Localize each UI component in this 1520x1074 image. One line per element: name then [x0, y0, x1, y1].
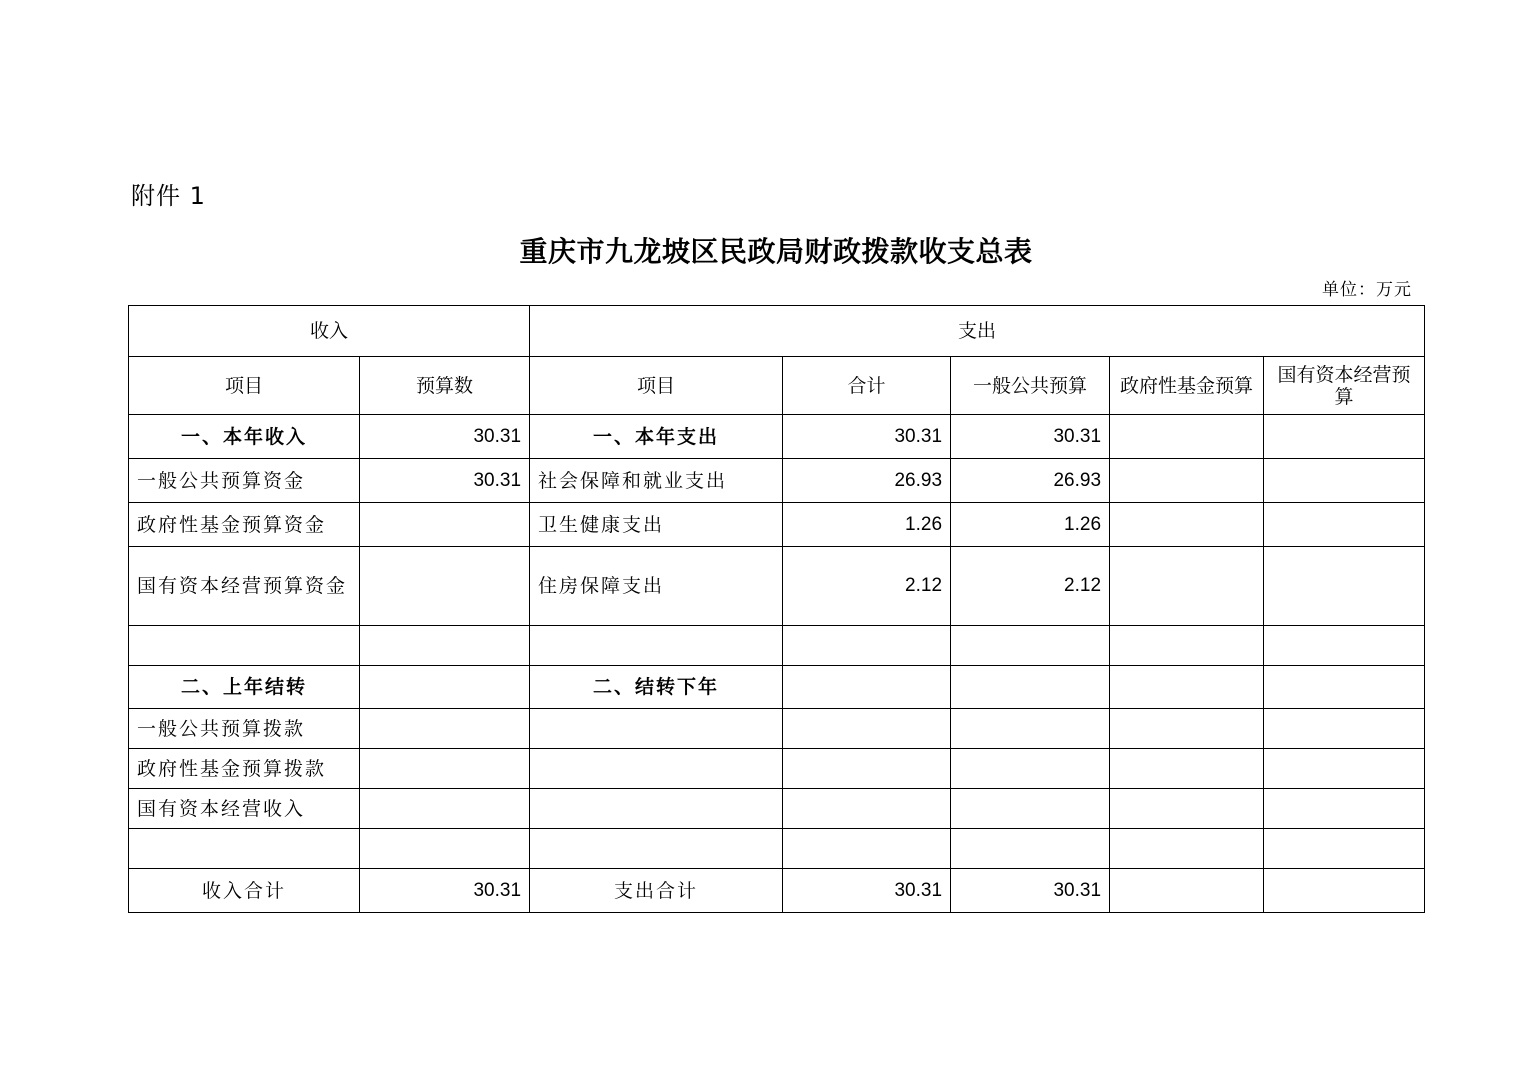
income-item-cell: 一、本年收入 — [129, 415, 360, 459]
income-item-cell: 国有资本经营收入 — [129, 789, 360, 829]
state-capital-cell — [1264, 789, 1425, 829]
total-cell — [783, 666, 951, 709]
income-budget-cell — [360, 709, 530, 749]
state-capital-cell — [1264, 666, 1425, 709]
general-budget-header: 一般公共预算 — [951, 357, 1110, 415]
income-total-label: 收入合计 — [129, 869, 360, 913]
income-total-value: 30.31 — [360, 869, 530, 913]
general-budget-cell — [951, 829, 1110, 869]
general-budget-cell — [951, 749, 1110, 789]
gov-fund-cell — [1110, 626, 1264, 666]
expense-item-cell: 住房保障支出 — [530, 547, 783, 626]
table-row — [129, 626, 1425, 666]
general-budget-cell: 30.31 — [951, 869, 1110, 913]
table-row — [129, 459, 1425, 503]
expense-item-cell: 一、本年支出 — [530, 415, 783, 459]
expense-item-cell: 卫生健康支出 — [530, 503, 783, 547]
general-budget-cell: 26.93 — [951, 459, 1110, 503]
state-capital-budget-header: 国有资本经营预算 — [1264, 357, 1425, 415]
income-item-cell: 一般公共预算资金 — [129, 459, 360, 503]
income-budget-cell — [360, 666, 530, 709]
income-item-cell — [129, 626, 360, 666]
state-capital-cell — [1264, 829, 1425, 869]
expense-total-label: 支出合计 — [530, 869, 783, 913]
general-budget-cell: 2.12 — [951, 547, 1110, 626]
general-budget-cell — [951, 666, 1110, 709]
total-cell — [783, 709, 951, 749]
attachment-label: 附件 1 — [131, 182, 206, 210]
total-cell: 1.26 — [783, 503, 951, 547]
total-cell — [783, 749, 951, 789]
table-row-total — [129, 869, 1425, 913]
state-capital-cell — [1264, 459, 1425, 503]
income-item-cell: 政府性基金预算拨款 — [129, 749, 360, 789]
total-cell: 2.12 — [783, 547, 951, 626]
header-row-sub — [129, 357, 1425, 415]
total-cell — [783, 789, 951, 829]
total-cell — [783, 829, 951, 869]
state-capital-cell — [1264, 503, 1425, 547]
total-cell: 26.93 — [783, 459, 951, 503]
gov-fund-cell — [1110, 829, 1264, 869]
state-capital-cell — [1264, 709, 1425, 749]
expense-item-cell: 社会保障和就业支出 — [530, 459, 783, 503]
gov-fund-cell — [1110, 547, 1264, 626]
state-capital-cell — [1264, 415, 1425, 459]
gov-fund-cell — [1110, 666, 1264, 709]
income-item-cell: 国有资本经营预算资金 — [129, 547, 360, 626]
header-row-top — [129, 306, 1425, 357]
income-item-header: 项目 — [129, 357, 360, 415]
expense-item-cell — [530, 709, 783, 749]
general-budget-cell: 1.26 — [951, 503, 1110, 547]
general-budget-cell — [951, 709, 1110, 749]
expense-item-cell — [530, 789, 783, 829]
income-budget-cell — [360, 626, 530, 666]
income-budget-cell — [360, 829, 530, 869]
income-header: 收入 — [129, 306, 530, 357]
income-budget-cell: 30.31 — [360, 415, 530, 459]
table-row — [129, 666, 1425, 709]
general-budget-cell — [951, 789, 1110, 829]
table-row — [129, 503, 1425, 547]
gov-fund-cell — [1110, 709, 1264, 749]
table-row — [129, 749, 1425, 789]
gov-fund-cell — [1110, 789, 1264, 829]
budget-table — [128, 305, 1425, 913]
unit-label: 单位：万元 — [1322, 280, 1412, 300]
state-capital-cell — [1264, 869, 1425, 913]
income-budget-header: 预算数 — [360, 357, 530, 415]
table-row — [129, 829, 1425, 869]
table-row — [129, 415, 1425, 459]
state-capital-cell — [1264, 547, 1425, 626]
income-budget-cell — [360, 749, 530, 789]
income-budget-cell — [360, 547, 530, 626]
table-row — [129, 789, 1425, 829]
state-capital-cell — [1264, 749, 1425, 789]
expense-item-cell — [530, 626, 783, 666]
state-capital-cell — [1264, 626, 1425, 666]
gov-fund-cell — [1110, 749, 1264, 789]
income-item-cell: 二、上年结转 — [129, 666, 360, 709]
total-header: 合计 — [783, 357, 951, 415]
income-item-cell: 一般公共预算拨款 — [129, 709, 360, 749]
table-row — [129, 709, 1425, 749]
general-budget-cell — [951, 626, 1110, 666]
gov-fund-cell — [1110, 869, 1264, 913]
gov-fund-budget-header: 政府性基金预算 — [1110, 357, 1264, 415]
total-cell — [783, 626, 951, 666]
income-budget-cell: 30.31 — [360, 459, 530, 503]
expense-item-header: 项目 — [530, 357, 783, 415]
total-cell: 30.31 — [783, 869, 951, 913]
income-item-cell — [129, 829, 360, 869]
gov-fund-cell — [1110, 459, 1264, 503]
expense-header: 支出 — [530, 306, 1425, 357]
table-row — [129, 547, 1425, 626]
income-item-cell: 政府性基金预算资金 — [129, 503, 360, 547]
income-budget-cell — [360, 789, 530, 829]
page-title: 重庆市九龙坡区民政局财政拨款收支总表 — [519, 235, 1033, 268]
gov-fund-cell — [1110, 415, 1264, 459]
expense-item-cell: 二、结转下年 — [530, 666, 783, 709]
general-budget-cell: 30.31 — [951, 415, 1110, 459]
expense-item-cell — [530, 829, 783, 869]
total-cell: 30.31 — [783, 415, 951, 459]
gov-fund-cell — [1110, 503, 1264, 547]
expense-item-cell — [530, 749, 783, 789]
income-budget-cell — [360, 503, 530, 547]
